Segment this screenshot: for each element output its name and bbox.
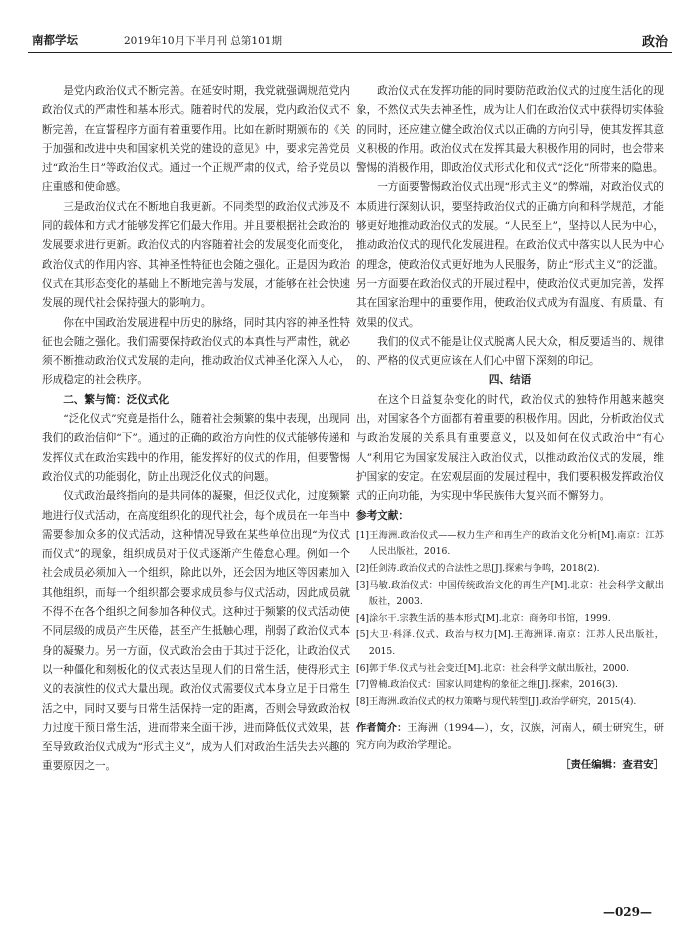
responsible-editor: ［责任编辑：查君安］ xyxy=(560,759,664,772)
reference-item: [3]马敏.政治仪式：中国传统政治文化的再生产[M].北京：社会科学文献出版社，2003. xyxy=(356,579,664,608)
paragraph: 在这个日益复杂变化的时代，政治仪式的独特作用越来越突出，对国家各个方面都有着重要的积极作用。因此，分析政治仪式与政治发展的关系具有重要意义，以及如何在仪式政治中“有心人”利用它为国家发展注入政治仪式，以推动政治仪式的发展，维护国家的安定。在宏观层面的发展过程中，我们要积极发挥政治仪式的正向功能，为实现中华民族伟大复兴而不懈努力。 xyxy=(356,393,664,503)
right-column xyxy=(356,82,664,776)
reference-item: [8]王海洲.政治仪式的权力策略与现代转型[J].政治学研究，2015(4). xyxy=(356,695,637,707)
page-header xyxy=(28,30,672,53)
page-number: —029— xyxy=(602,905,652,919)
section-label: 政治 xyxy=(641,35,668,50)
section-heading: 四、结语 xyxy=(488,374,532,387)
paragraph: 三是政治仪式在不断地自我更新。不同类型的政治仪式涉及不同的载体和方式才能够发挥它们最大作用。并且要根据社会政治的发展要求进行更新。政治仪式的内容随着社会的发展变化而变化，政治仪式的作用内容、其神圣性特征也会随之强化。正是因为政治仪式在其形态变化的基础上不断地完善与发展，才能够在社会快速发展的现代社会保持强大的影响力。 xyxy=(42,200,350,310)
issue-info: 2019年10月下半月刊 总第101期 xyxy=(124,35,282,47)
reference-item: [2]任剑涛.政治仪式的合法性之思[J].探索与争鸣，2018(2). xyxy=(356,563,600,575)
paragraph: 你在中国政治发展进程中历史的脉络，同时其内容的神圣性特征也会随之强化。我们需要保持政治仪式的本真性与严肃性，就必须不断推动政治仪式发展的走向，推动政治仪式神圣化深入人心，形成稳定的社会秩序。 xyxy=(42,316,350,387)
paragraph: 是党内政治仪式不断完善。在延安时期，我党就强调规范党内政治仪式的严肃性和基本形式。随着时代的发展，党内政治仪式不断完善，在宣誓程序方面有着重要作用。比如在新时期颁布的《关于加强和改进中央和国家机关党的建设的意见》中，要求完善党员过“政治生日”等政治仪式。通过一个正规严肃的仪式，给予党员以庄重感和使命感。 xyxy=(42,85,350,194)
references-title: 参考文献： xyxy=(356,509,409,522)
references-list xyxy=(356,528,664,711)
paragraph: 一方面要警惕政治仪式出现“形式主义”的弊端，对政治仪式的本质进行深刻认识，要坚持政治仪式的正确方向和科学规范，才能够更好地推动政治仪式的发展。“人民至上”，坚持以人民为中心，推动政治仪式的现代化发展进程。在政治仪式中落实以人民为中心的理念，使政治仪式更好地为人民服务，防止“形式主义”的泛滥。另一方面要在政治仪式的开展过程中，使政治仪式更加完善，发挥其在国家治理中的重要作用，使政治仪式成为有温度、有质量、有效果的仪式。 xyxy=(356,181,664,329)
journal-name: 南都学坛 xyxy=(32,33,78,47)
paragraph: 政治仪式在发挥功能的同时要防范政治仪式的过度生活化的现象，不然仪式失去神圣性，成为让人们在政治仪式中获得切实体验的同时，还应建立健全政治仪式以正确的方向引导，使其发挥其意义积极的作用。政治仪式在发挥其最大积极作用的同时，也会带来警惕的消极作用，即政治仪式形式化和仪式“泛化”所带来的隐患。 xyxy=(356,85,664,175)
reference-item: [5]大卫·科泽.仪式、政治与权力[M].王海洲译.南京：江苏人民出版社，2015. xyxy=(356,629,664,657)
author-bio-label: 作者简介： xyxy=(356,722,408,735)
reference-item: [6]郭于华.仪式与社会变迁[M].北京：社会科学文献出版社，2000. xyxy=(356,662,630,674)
paragraph: “泛化仪式”究竟是指什么，随着社会频繁的集中表现，出现同我们的政治信仰“下”。通过的正确的政治方向性的仪式能够传递和发挥仪式在政治实践中的作用，能发挥好的仪式的作用，但要警惕政治仪式的功能弱化，防止出现泛化仪式的问题。 xyxy=(42,413,350,483)
reference-item: [1]王海洲.政治仪式——权力生产和再生产的政治文化分析[M].南京：江苏人民出版社，2016. xyxy=(356,529,664,558)
left-column xyxy=(42,82,350,777)
section-heading: 二、繁与简：泛仪式化 xyxy=(63,393,170,406)
author-bio-text: 王海洲（1994—），女，汉族，河南人，硕士研究生，研究方向为政治学理论。 xyxy=(356,723,664,752)
reference-item: [4]涂尔干.宗教生活的基本形式[M].北京：商务印书馆，1999. xyxy=(356,612,611,624)
paragraph: 仪式政治最终指向的是共同体的凝聚，但泛仪式化，过度频繁地进行仪式活动，在高度组织化的现代社会，每个成员在一年当中需要参加众多的仪式活动，这种情况导致在某些单位出现“为仪式而仪式”的现象，组织成员对于仪式逐渐产生倦怠心理。例如一个社会成员必须加入一个组织，除此以外，还会因为地区等因素加入其他组织，而每一个组织都会要求成员参与仪式活动，因此成员就不得不在各个组织之间参加各种仪式。这种过于频繁的仪式活动使不同层级的成员产生厌倦，甚至产生抵触心理，削弱了政治仪式本身的凝聚力。另一方面，仪式政治会由于其过于泛化，让政治仪式以一种僵化和刻板化的仪式表达呈现人们的日常生活，使得形式主义的表演性的仪式大量出现。政治仪式需要仪式本身立足于日常生活之中，同时又要与日常生活保持一定的距离，否则会导致政治权力过度干预日常生活，进而带来全面干涉，进而降低仪式效果，甚至导致政治仪式成为“形式主义”，成为人们对政治生活失去兴趣的重要原因之一。 xyxy=(42,490,350,773)
paragraph: 我们的仪式不能是让仪式脱离人民大众，相反要适当的、规律的、严格的仪式更应该在人们心中留下深刻的印记。 xyxy=(356,335,664,368)
author-bio xyxy=(356,720,664,754)
reference-item: [7]曾楠.政治仪式：国家认同建构的象征之维[J].探索，2016(3). xyxy=(356,679,618,691)
